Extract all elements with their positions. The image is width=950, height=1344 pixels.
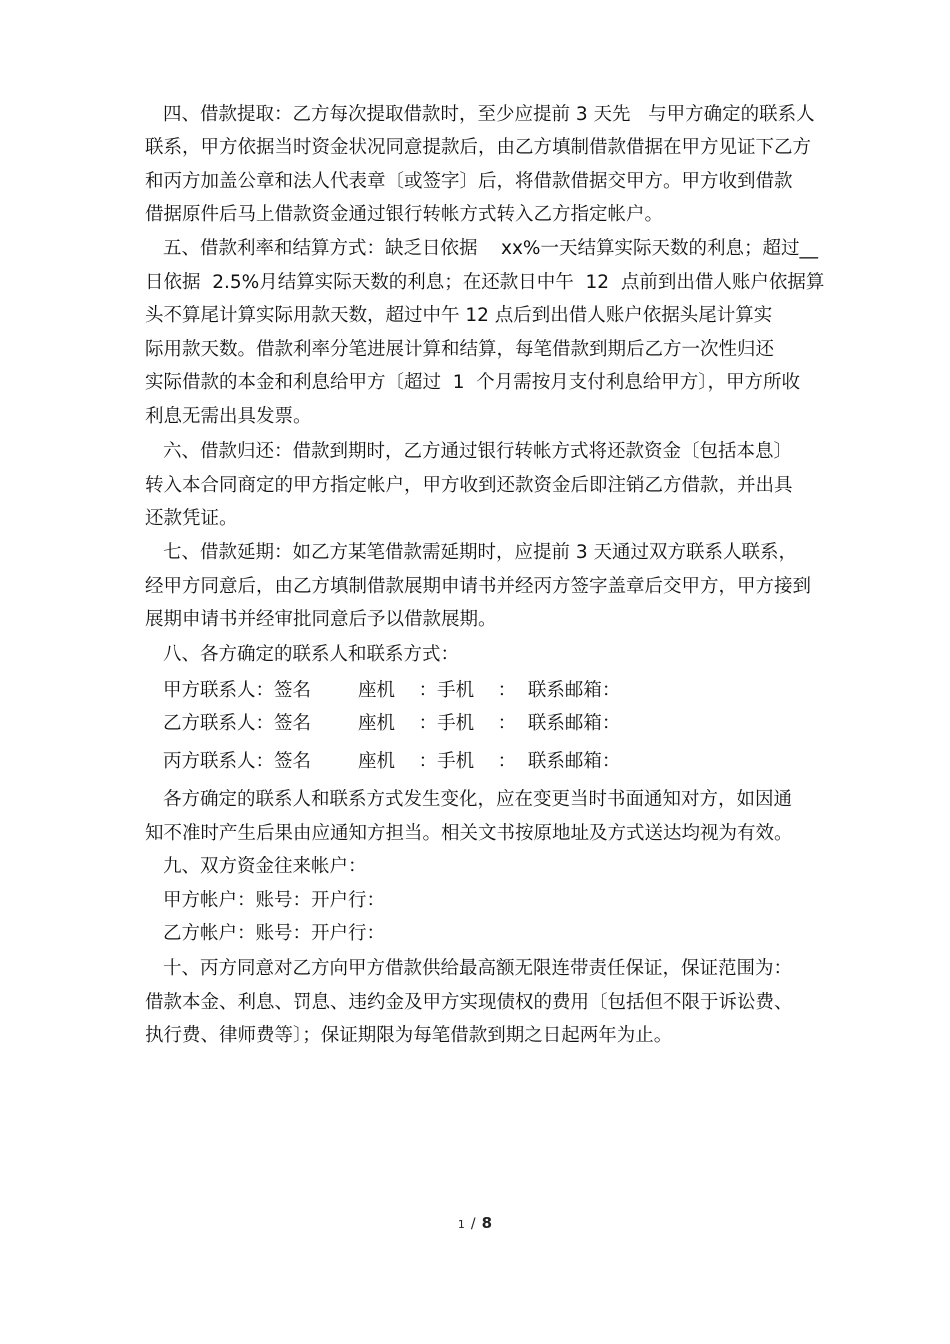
contact-note-line-1: 各方确定的联系人和联系方式发生变化，应在变更当时书面通知对方，如因通 <box>163 789 793 810</box>
section-7-line-3: 展期申请书并经审批同意后予以借款展期。 <box>145 609 497 630</box>
section-5-line-6: 利息无需出具发票。 <box>145 406 312 427</box>
account-row-jia: 甲方帐户：账号：开户行： <box>163 890 386 911</box>
section-5-line-4: 际用款天数。借款利率分笔进展计算和结算，每笔借款到期后乙方一次性归还 <box>145 339 775 360</box>
section-6-line-1: 六、借款归还：借款到期时，乙方通过银行转帐方式将还款资金〔包括本息〕 <box>163 441 793 462</box>
account-row-yi: 乙方帐户：账号：开户行： <box>163 923 386 944</box>
page-separator: / <box>470 1216 476 1232</box>
section-6-line-2: 转入本合同商定的甲方指定帐户，甲方收到还款资金后即注销乙方借款，并出具 <box>145 475 793 496</box>
page-number <box>0 1214 950 1232</box>
section-7-line-1: 七、借款延期：如乙方某笔借款需延期时，应提前 3 天通过双方联系人联系， <box>163 542 798 563</box>
section-8-title: 八、各方确定的联系人和联系方式： <box>163 644 460 665</box>
contact-note-line-2: 知不准时产生后果由应通知方担当。相关文书按原地址及方式送达均视为有效。 <box>145 823 793 844</box>
section-7-line-2: 经甲方同意后，由乙方填制借款展期申请书并经丙方签字盖章后交甲方，甲方接到 <box>145 576 812 597</box>
section-10-line-1: 十、丙方同意对乙方向甲方借款供给最高额无限连带责任保证，保证范围为： <box>163 958 793 979</box>
section-4-line-2: 联系，甲方依据当时资金状况同意提款后，由乙方填制借款借据在甲方见证下乙方 <box>145 137 812 158</box>
section-4-line-1: 四、借款提取：乙方每次提取借款时，至少应提前 3 天先 与甲方确定的联系人 <box>163 104 815 125</box>
section-9-title: 九、双方资金往来帐户： <box>163 856 367 877</box>
contact-row-bing: 丙方联系人：签名 座机 ：手机 ： 联系邮箱： <box>163 751 621 772</box>
contact-row-yi: 乙方联系人：签名 座机 ：手机 ： 联系邮箱： <box>163 713 621 734</box>
section-5-line-3: 头不算尾计算实际用款天数，超过中午 12 点后到出借人账户依据头尾计算实 <box>145 305 773 326</box>
current-page-number: 1 <box>457 1218 465 1231</box>
section-4-line-3: 和丙方加盖公章和法人代表章〔或签字〕后，将借款借据交甲方。甲方收到借款 <box>145 171 793 192</box>
section-4-line-4: 借据原件后马上借款资金通过银行转帐方式转入乙方指定帐户。 <box>145 204 664 225</box>
section-5-line-2: 日依据 2.5%月结算实际天数的利息；在还款日中午 12 点前到出借人账户依据算 <box>145 272 825 293</box>
section-10-line-3: 执行费、律师费等〕；保证期限为每笔借款到期之日起两年为止。 <box>145 1025 673 1046</box>
contact-row-jia: 甲方联系人：签名 座机 ：手机 ： 联系邮箱： <box>163 680 621 701</box>
section-5-line-5: 实际借款的本金和利息给甲方〔超过 1 个月需按月支付利息给甲方〕，甲方所收 <box>145 372 801 393</box>
section-5-line-1: 五、借款利率和结算方式：缺乏日依据 xx%一天结算实际天数的利息；超过__ <box>163 238 819 259</box>
section-6-line-3: 还款凭证。 <box>145 508 238 529</box>
total-pages-number: 8 <box>481 1214 493 1232</box>
section-10-line-2: 借款本金、利息、罚息、违约金及甲方实现债权的费用〔包括但不限于诉讼费、 <box>145 992 793 1013</box>
